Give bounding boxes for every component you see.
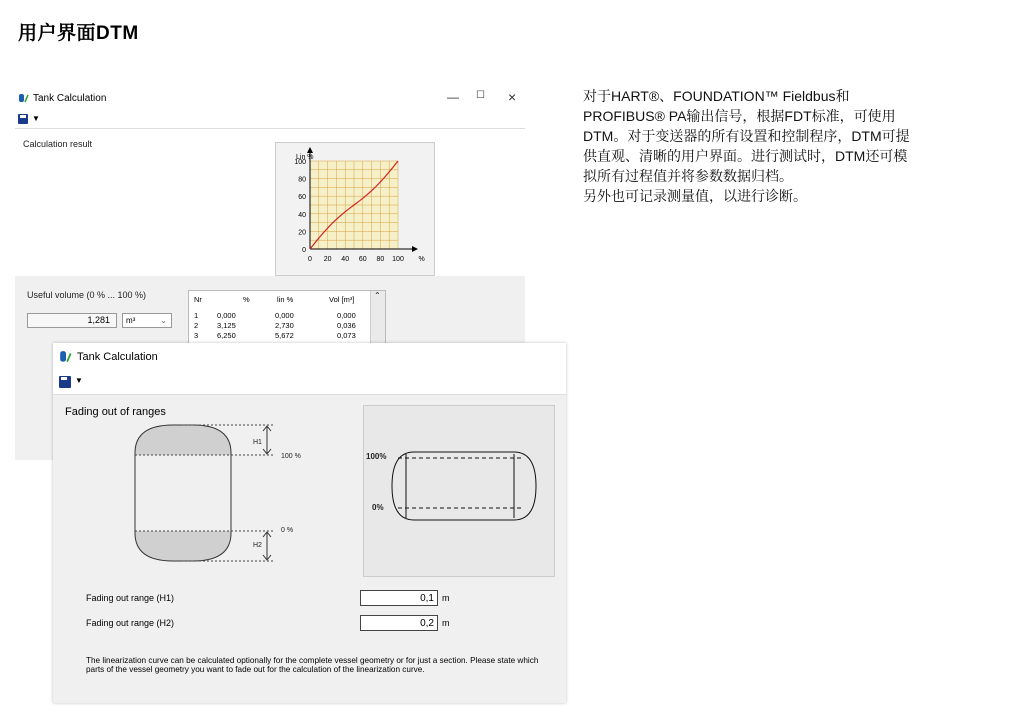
horizontal-tank-diagram bbox=[363, 405, 555, 577]
useful-volume-label: Useful volume (0 % ... 100 %) bbox=[27, 290, 147, 300]
table-cell: 0,000 bbox=[217, 311, 236, 320]
save-icon[interactable] bbox=[59, 376, 71, 388]
h2-unit: m bbox=[442, 618, 450, 628]
page-title: 用户界面DTM bbox=[18, 23, 139, 44]
horizontal-tank-svg bbox=[364, 406, 554, 576]
table-cell: 6,250 bbox=[217, 331, 236, 340]
description bbox=[583, 86, 1003, 206]
window-toolbar bbox=[15, 110, 525, 129]
bottom-percent-label: 0 % bbox=[281, 527, 294, 534]
chevron-up-icon[interactable]: ⌃ bbox=[374, 291, 381, 300]
table-header: Nr bbox=[194, 295, 202, 304]
chart-x-tick: 40 bbox=[341, 256, 350, 263]
chart-y-tick: 40 bbox=[298, 211, 306, 219]
table-header: lin % bbox=[277, 295, 294, 304]
dropdown-arrow-icon[interactable]: ▼ bbox=[32, 114, 40, 123]
chart-x-tick: % bbox=[418, 256, 425, 263]
h2-range-input[interactable] bbox=[360, 615, 438, 631]
h2-label: H2 bbox=[253, 542, 262, 549]
volume-unit-select[interactable] bbox=[122, 313, 172, 328]
chart-x-tick: 100 bbox=[392, 256, 404, 263]
h1-field-label: Fading out range (H1) bbox=[86, 593, 175, 603]
description-paragraph-2: 另外也可记录测量值，以进行诊断。 bbox=[583, 188, 807, 204]
linearization-note: The linearization curve can be calculated optionally for the complete vessel geometry or for just a section. Please state which parts of the vessel geometry you want to fade out for the calculation of the linearization curve. bbox=[86, 656, 539, 674]
close-button[interactable]: × bbox=[508, 89, 517, 105]
save-icon[interactable] bbox=[18, 114, 28, 124]
table-cell: 3,125 bbox=[217, 321, 236, 330]
right-bottom-percent: 0% bbox=[372, 503, 384, 512]
top-percent-label: 100 % bbox=[281, 453, 301, 460]
tank-app-icon bbox=[59, 350, 73, 364]
tank-app-icon bbox=[18, 92, 30, 104]
volume-value-field[interactable]: 1,281 bbox=[27, 313, 117, 328]
window-titlebar bbox=[53, 343, 566, 370]
table-scrollbar[interactable] bbox=[370, 291, 385, 347]
chart-x-tick: 20 bbox=[323, 256, 332, 263]
table-cell: 3 bbox=[194, 331, 199, 340]
description-paragraph-1: 对于HART®、FOUNDATION™ Fieldbus和 PROFIBUS® PA输出信号，根据FDT标准，可使用 DTM。对于变送器的所有设置和控制程序，DTM可提 供直观、清晰的用户界面。进行测试时，DTM还可模 拟所有过程值并将参数数据归档。 bbox=[583, 88, 910, 184]
right-top-percent: 100% bbox=[366, 452, 387, 461]
table-cell: 1 bbox=[194, 311, 199, 320]
table-header: % bbox=[243, 295, 250, 304]
chart-y-label: Lin % bbox=[296, 154, 314, 161]
table-row[interactable] bbox=[189, 321, 369, 330]
table-row[interactable] bbox=[189, 311, 369, 320]
table-cell: 0,073 bbox=[337, 331, 356, 340]
chart-y-tick: 80 bbox=[298, 176, 306, 184]
table-cell: 2,730 bbox=[275, 321, 294, 330]
window-title: Tank Calculation bbox=[77, 351, 158, 363]
chart-x-tick: 60 bbox=[358, 256, 367, 263]
chart-y-tick: 100 bbox=[294, 159, 306, 166]
table-cell: 2 bbox=[194, 321, 199, 330]
volume-unit-value: m³ bbox=[126, 316, 136, 325]
table-row[interactable] bbox=[189, 331, 369, 340]
table-cell: 0,000 bbox=[275, 311, 294, 320]
table-cell: 0,036 bbox=[337, 321, 356, 330]
tank-calculation-window-front bbox=[53, 343, 566, 703]
chart-x-arrow bbox=[412, 246, 418, 252]
minimize-button[interactable]: — bbox=[447, 90, 459, 104]
h1-range-input[interactable] bbox=[360, 590, 438, 606]
window-titlebar bbox=[15, 86, 525, 110]
linearization-chart-svg bbox=[276, 143, 434, 275]
vertical-tank-diagram bbox=[123, 421, 313, 571]
fading-form bbox=[53, 577, 566, 703]
table-header: Vol [m³] bbox=[329, 295, 355, 304]
table-header-row bbox=[189, 295, 369, 304]
chart-x-tick: 80 bbox=[376, 256, 385, 263]
h2-field-label: Fading out range (H2) bbox=[86, 618, 175, 628]
calculation-result-label: Calculation result bbox=[23, 139, 93, 149]
maximize-button[interactable]: ☐ bbox=[476, 90, 485, 101]
h1-label: H1 bbox=[253, 439, 262, 446]
chart-y-tick: 0 bbox=[302, 247, 306, 254]
chart-x-tick: 0 bbox=[308, 256, 312, 263]
table-cell: 5,672 bbox=[275, 331, 294, 340]
window-toolbar bbox=[53, 370, 566, 395]
h1-unit: m bbox=[442, 593, 450, 603]
chart-y-arrow bbox=[307, 147, 313, 153]
linearization-chart bbox=[275, 142, 435, 276]
dropdown-arrow-icon[interactable]: ▼ bbox=[75, 376, 83, 385]
chevron-down-icon: ⌄ bbox=[160, 316, 167, 325]
chart-y-tick: 60 bbox=[298, 194, 306, 202]
window-title: Tank Calculation bbox=[33, 93, 107, 104]
chart-y-tick: 20 bbox=[298, 229, 306, 237]
table-cell: 0,000 bbox=[337, 311, 356, 320]
calculation-panel bbox=[15, 129, 525, 276]
volume-table bbox=[188, 290, 386, 348]
fading-out-title: Fading out of ranges bbox=[65, 406, 166, 418]
